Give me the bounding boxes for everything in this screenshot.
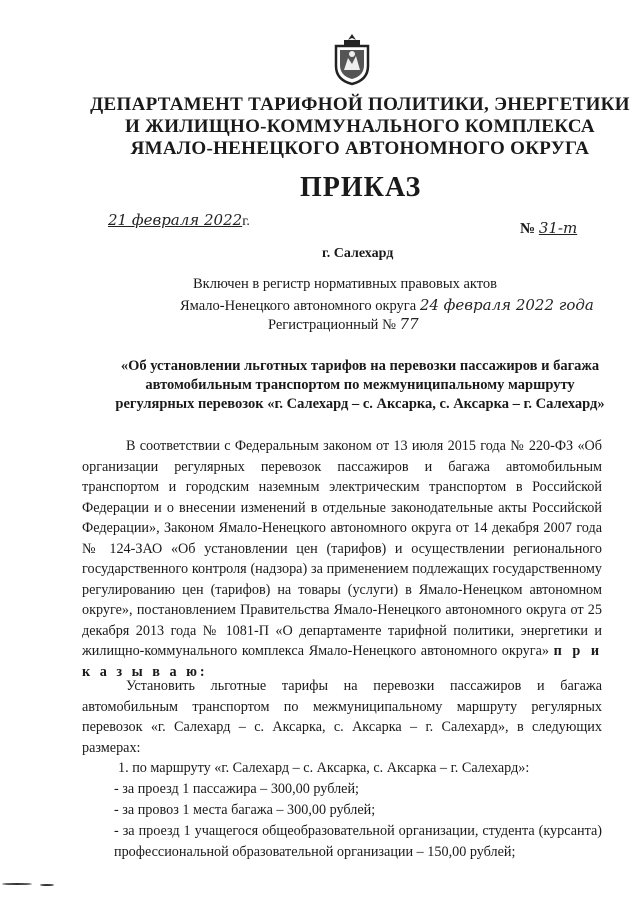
registry-line1: Включен в регистр нормативных правовых актов: [193, 276, 497, 292]
document-title: ПРИКАЗ: [300, 172, 422, 203]
number-label: №: [520, 221, 536, 237]
list-item: - за провоз 1 места багажа – 300,00 рублей;: [114, 802, 376, 818]
subject-line1: «Об установлении льготных тарифов на перевозки пассажиров и багажа: [120, 358, 600, 374]
registry-line2-text: Ямало-Ненецкого автономного округа: [180, 298, 417, 314]
date-suffix: г.: [242, 214, 250, 229]
department-name-line3: ЯМАЛО-НЕНЕЦКОГО АВТОНОМНОГО ОКРУГА: [130, 138, 590, 159]
handwritten-date: 21 февраля 2022: [108, 211, 243, 229]
registry-handwritten-date: 24 февраля 2022 года: [419, 296, 594, 314]
scan-artifact: [0, 880, 640, 892]
department-name-line2: И ЖИЛИЩНО-КОММУНАЛЬНОГО КОМПЛЕКСА: [125, 116, 595, 137]
list-item: - за проезд 1 учащегося общеобразовательной организации, студента (курсанта) профессиональной образовательной организации – 150,00 рублей;: [114, 823, 602, 860]
registry-handwritten-number: 77: [399, 315, 419, 333]
list-item: 1. по маршруту «г. Салехард – с. Аксарка, с. Аксарка – г. Салехард»:: [118, 760, 530, 776]
list-item: - за проезд 1 пассажира – 300,00 рублей;: [114, 781, 359, 797]
operative-paragraph: Установить льготные тарифы на перевозки пассажиров и багажа автомобильным транспортом по межмуниципальному маршруту регулярных перевозок «г. Салехард – с. Аксарка, с. Аксарка – г. Салехард», в следующих размерах:: [82, 678, 602, 756]
registry-line3: [268, 315, 419, 334]
registry-line2: [180, 296, 594, 315]
subject-line2: автомобильным транспортом по межмуниципальному маршруту: [145, 377, 575, 393]
order-number: [520, 219, 577, 238]
order-word: п р и к а з ы в а ю:: [82, 643, 603, 680]
order-date: [108, 211, 250, 230]
preamble-paragraph: [82, 436, 602, 682]
subject-line3: регулярных перевозок «г. Салехард – с. Аксарка, с. Аксарка – г. Салехард»: [115, 396, 605, 412]
city-name: г. Салехард: [322, 246, 394, 261]
department-name-line1: ДЕПАРТАМЕНТ ТАРИФНОЙ ПОЛИТИКИ, ЭНЕРГЕТИКИ: [90, 94, 630, 115]
registry-number-label: Регистрационный №: [268, 317, 396, 333]
coat-of-arms-icon: [330, 32, 374, 86]
preamble-text: В соответствии с Федеральным законом от 13 июля 2015 года № 220-ФЗ «Об организации регулярных перевозок пассажиров и багажа автомобильным транспортом и городским наземным электрическим транспортом в Российской Федерации и о внесении изменений в отдельные законодательные акты Российской Федерации», Законом Ямало-Ненецкого автономного округа от 14 декабря 2007 года № 124-ЗАО «Об установлении цен (тарифов) и осуществлении регионального государственного контроля (надзора) за применением подлежащих государственному регулированию цен (тарифов) на товары (услуги) в Ямало-Ненецком автономном округе», постановлением Правительства Ямало-Ненецкого автономного округа от 25 декабря 2013 года № 1081-П «О департаменте тарифной политики, энергетики и жилищно-коммунального комплекса Ямало-Ненецкого автономного округа»: [82, 438, 602, 659]
handwritten-number: 31-т: [538, 219, 578, 237]
